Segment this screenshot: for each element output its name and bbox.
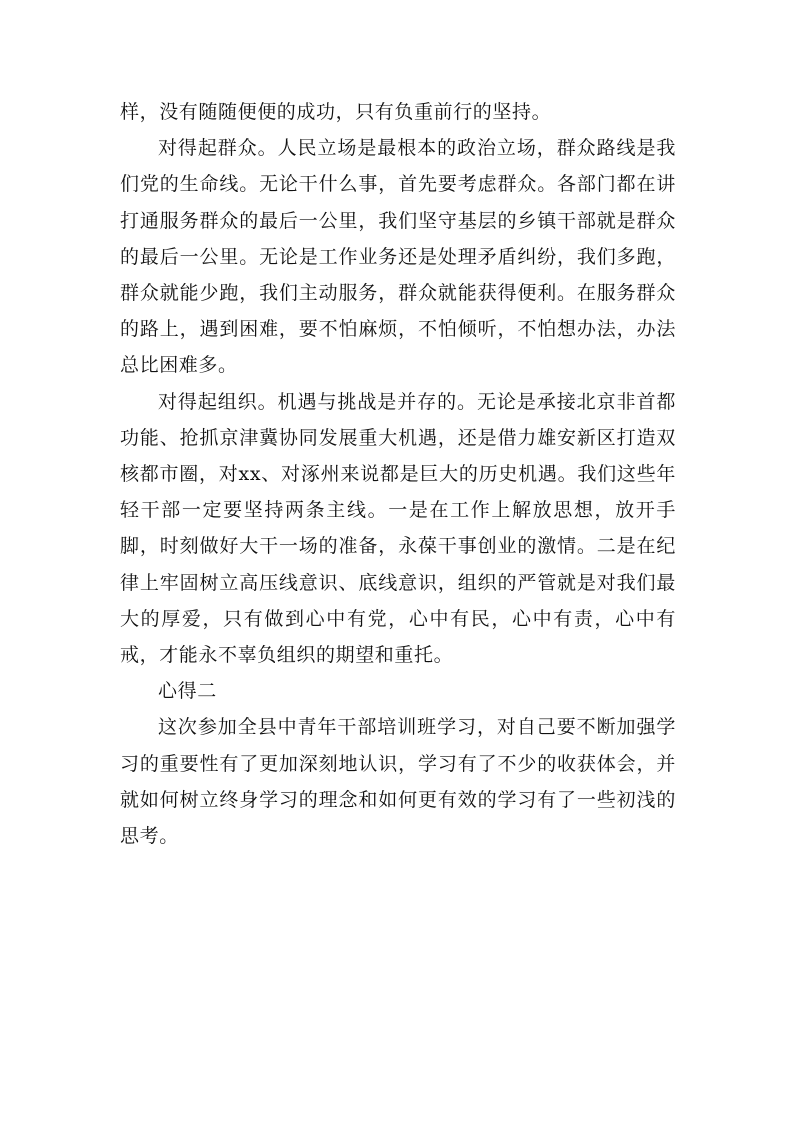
paragraph-continuation: 样，没有随随便便的成功，只有负重前行的坚持。 — [120, 101, 552, 123]
section-heading: 心得二 — [158, 680, 217, 703]
paragraph-serve-the-organization: 对得起组织。机遇与挑战是并存的。无论是承接北京非首都功能、抢抓京津冀协同发展重大机遇，还是借力雄安新区打造双核都市圈，对xx、对涿州来说都是巨大的历史机遇。我们这些年轻干部一定要坚持两条主线。一是在工作上解放思想，放开手脚，时刻做好大干一场的准备，永葆干事创业的激情。二是在纪律上牢固树立高压线意识、底线意识，组织的严管就是对我们最大的厚爱，只有做到心中有党，心中有民，心中有责，心中有戒，才能永不辜负组织的期望和重托。 — [120, 390, 676, 667]
paragraph-serve-the-people: 对得起群众。人民立场是最根本的政治立场，群众路线是我们党的生命线。无论干什么事，首先要考虑群众。各部门都在讲打通服务群众的最后一公里，我们坚守基层的乡镇干部就是群众的最后一公里。无论是工作业务还是处理矛盾纠纷，我们多跑，群众就能少跑，我们主动服务，群众就能获得便利。在服务群众的路上，遇到困难，要不怕麻烦，不怕倾听，不怕想办法，办法总比困难多。 — [120, 137, 676, 377]
document-body — [120, 94, 676, 854]
paragraph-training-reflection: 这次参加全县中青年干部培训班学习，对自己要不断加强学习的重要性有了更加深刻地认识，学习有了不少的收获体会，并就如何树立终身学习的理念和如何更有效的学习有了一些初浅的思考。 — [120, 716, 676, 848]
